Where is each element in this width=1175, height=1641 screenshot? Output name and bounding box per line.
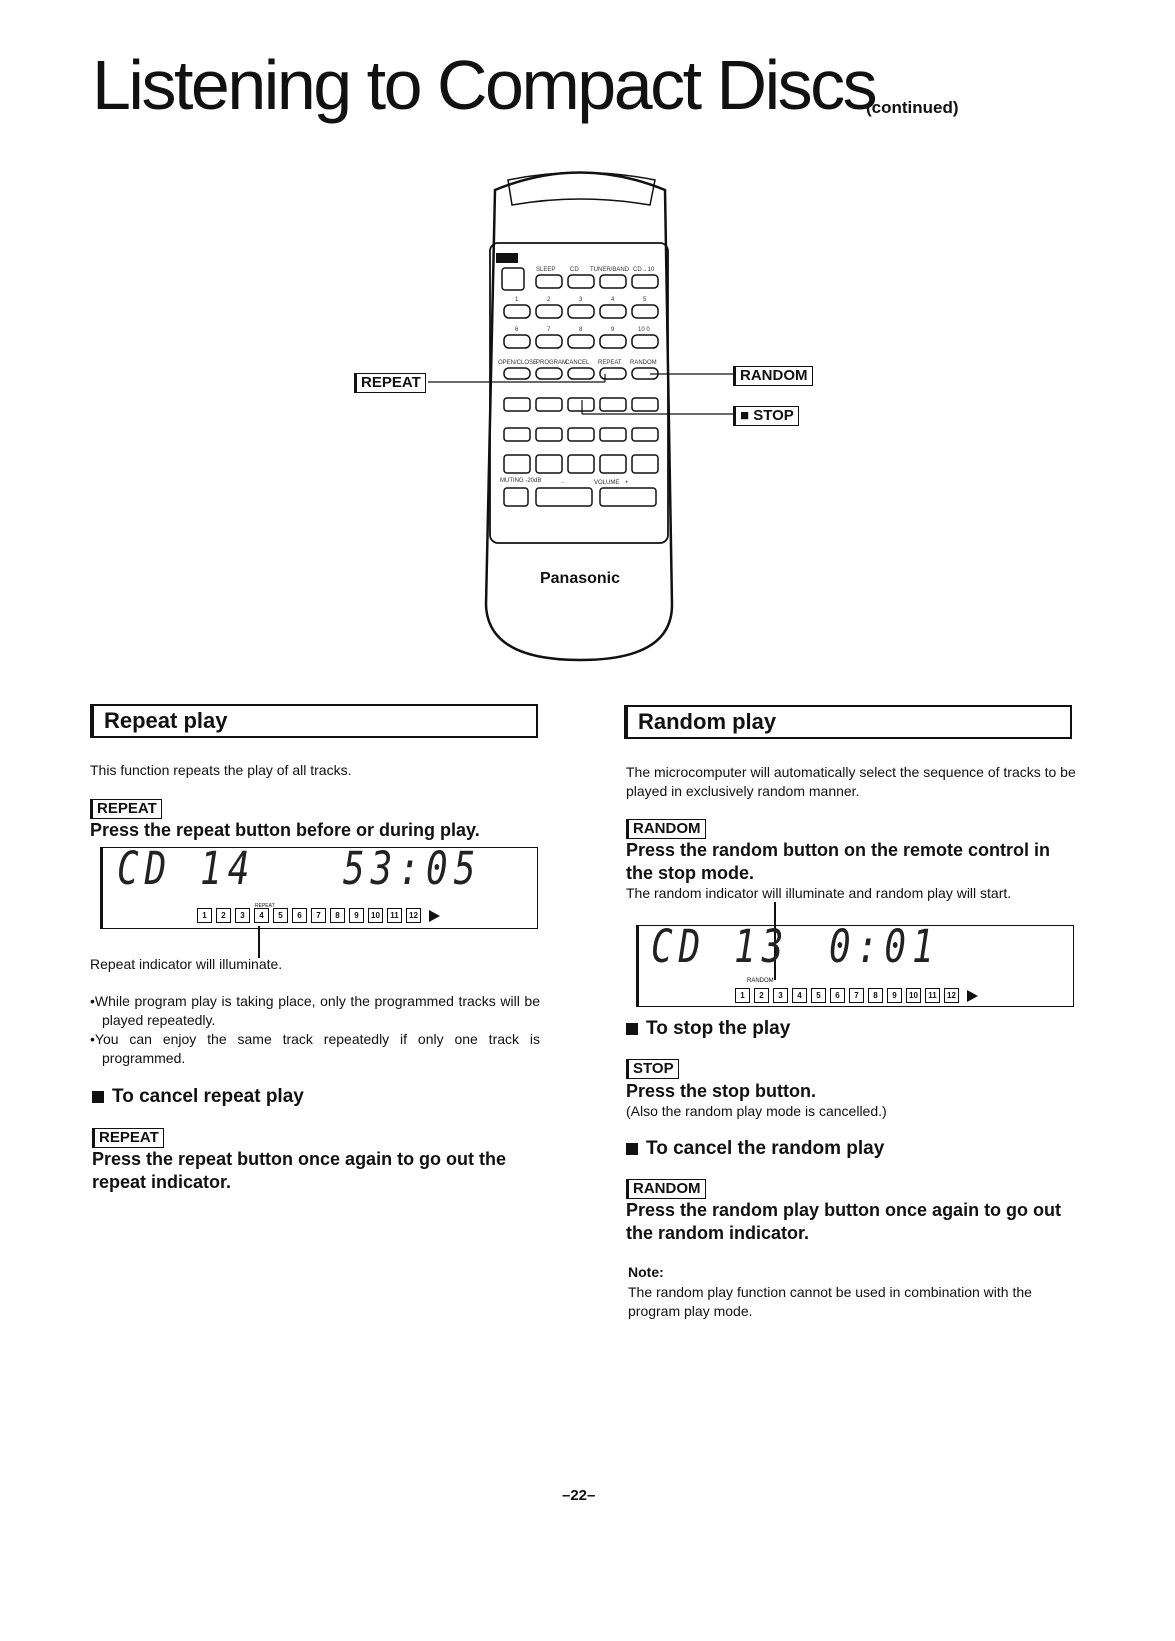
remote-label-9: 9 <box>611 327 615 333</box>
repeat-intro: This function repeats the play of all tracks. <box>90 762 352 778</box>
track-box: 3 <box>773 988 788 1003</box>
repeat-lcd-track: CD 14 <box>117 844 256 896</box>
play-icon <box>429 910 440 922</box>
square-bullet-icon <box>626 1143 638 1155</box>
remote-label-4: 4 <box>611 297 615 303</box>
repeat-callout-label: REPEAT <box>354 373 426 393</box>
remote-label-vol-plus: + <box>625 480 629 486</box>
remote-label-1: 1 <box>515 297 519 303</box>
repeat-tag: REPEAT <box>90 799 162 819</box>
track-box: 11 <box>925 988 940 1003</box>
random-tag: RANDOM <box>626 819 706 839</box>
note-text: The random play function cannot be used in combination with the program play mode. <box>628 1284 1032 1319</box>
track-box: 12 <box>944 988 959 1003</box>
remote-label-8: 8 <box>579 327 583 333</box>
random-instruction-note: The random indicator will illuminate and random play will start. <box>626 885 1012 901</box>
remote-label-repeat: REPEAT <box>598 360 622 366</box>
repeat-indicator-pointer <box>258 926 260 958</box>
random-stop-note: (Also the random play mode is cancelled.) <box>626 1103 887 1119</box>
remote-label-10: 10 0 <box>638 327 650 333</box>
bullet-text: You can enjoy the same track repeatedly if only one track is programmed. <box>94 1031 540 1066</box>
repeat-lcd-display <box>100 844 538 929</box>
track-box: 4 <box>792 988 807 1003</box>
repeat-instruction: Press the repeat button before or during play. <box>90 820 480 840</box>
track-box: 9 <box>887 988 902 1003</box>
repeat-lcd-time: 53:05 <box>343 844 482 896</box>
remote-label-3: 3 <box>579 297 583 303</box>
track-box: 10 <box>906 988 921 1003</box>
repeat-track-list <box>197 908 440 923</box>
remote-label-vol-minus: - <box>562 480 564 486</box>
remote-label-6: 6 <box>515 327 519 333</box>
random-track-list <box>735 988 978 1003</box>
square-bullet-icon <box>92 1091 104 1103</box>
remote-label-tuner: TUNER/BAND <box>590 267 630 273</box>
random-lcd-indicator: RANDOM <box>747 978 774 984</box>
track-box: 1 <box>197 908 212 923</box>
track-box: 2 <box>754 988 769 1003</box>
remote-label-program: PROGRAM <box>536 360 568 366</box>
play-icon <box>967 990 978 1002</box>
remote-label-cd10: CD→10 <box>633 267 655 273</box>
random-cancel-instruction: Press the random play button once again to go out the random indicator. <box>626 1200 1062 1243</box>
repeat-cancel-heading <box>92 1086 304 1108</box>
page-title: Listening to Compact Discs <box>92 46 876 124</box>
track-box: 5 <box>273 908 288 923</box>
random-callout-label: RANDOM <box>733 366 813 386</box>
repeat-cancel-heading-text: To cancel repeat play <box>112 1086 304 1107</box>
track-box: 4 <box>254 908 269 923</box>
random-stop-heading-text: To stop the play <box>646 1018 791 1039</box>
track-box: 7 <box>849 988 864 1003</box>
track-box: 5 <box>811 988 826 1003</box>
page-number: –22– <box>562 1487 596 1504</box>
track-box: 8 <box>330 908 345 923</box>
track-box: 3 <box>235 908 250 923</box>
track-box: 6 <box>830 988 845 1003</box>
track-box: 6 <box>292 908 307 923</box>
stop-callout-label: ■ STOP <box>733 406 799 426</box>
random-stop-heading <box>626 1018 790 1040</box>
random-instruction: Press the random button on the remote control in the stop mode. <box>626 840 1051 883</box>
page-subtitle: (continued) <box>866 98 959 117</box>
remote-label-cd: CD <box>570 267 579 273</box>
random-stop-tag: STOP <box>626 1059 679 1079</box>
repeat-lcd-indicator: REPEAT <box>255 903 275 909</box>
remote-label-random: RANDOM <box>630 360 657 366</box>
remote-power-indicator <box>496 253 518 263</box>
remote-label-muting: MUTING -20dB <box>500 478 542 484</box>
remote-label-7: 7 <box>547 327 551 333</box>
repeat-indicator-note: Repeat indicator will illuminate. <box>90 956 283 972</box>
track-box: 11 <box>387 908 402 923</box>
repeat-cancel-instruction: Press the repeat button once again to go out the repeat indicator. <box>92 1149 507 1192</box>
remote-label-5: 5 <box>643 297 647 303</box>
repeat-bullets <box>90 992 540 1068</box>
random-lcd-display <box>636 922 1074 1007</box>
remote-label-open-close: OPEN/CLOSE <box>498 360 538 366</box>
repeat-section-heading: Repeat play <box>90 704 538 738</box>
random-lcd-track: CD 13 <box>651 922 790 974</box>
track-box: 12 <box>406 908 421 923</box>
remote-label-volume: VOLUME <box>594 480 620 486</box>
track-box: 7 <box>311 908 326 923</box>
random-intro: The microcomputer will automatically select the sequence of tracks to be played in exclusively random manner. <box>626 764 1076 799</box>
track-box: 9 <box>349 908 364 923</box>
track-box: 10 <box>368 908 383 923</box>
random-cancel-heading <box>626 1138 884 1160</box>
bullet-item: •You can enjoy the same track repeatedly if only one track is programmed. <box>90 1031 540 1066</box>
random-cancel-heading-text: To cancel the random play <box>646 1138 885 1159</box>
track-box: 1 <box>735 988 750 1003</box>
random-lcd-time: 0:01 <box>829 922 940 974</box>
remote-label-cancel: CANCEL <box>565 360 590 366</box>
track-box: 8 <box>868 988 883 1003</box>
repeat-cancel-tag: REPEAT <box>92 1128 164 1148</box>
remote-label-sleep: SLEEP <box>536 267 556 273</box>
remote-label-2: 2 <box>547 297 551 303</box>
note-label: Note: <box>628 1264 664 1280</box>
remote-buttons <box>502 268 658 506</box>
random-section-heading: Random play <box>624 705 1072 739</box>
bullet-item: •While program play is taking place, only the programmed tracks will be played repeatedly. <box>90 993 540 1028</box>
track-box: 2 <box>216 908 231 923</box>
bullet-text: While program play is taking place, only the programmed tracks will be played repeatedly. <box>94 993 540 1028</box>
square-bullet-icon <box>626 1023 638 1035</box>
remote-brand: Panasonic <box>539 570 621 587</box>
random-stop-instruction: Press the stop button. <box>626 1081 817 1101</box>
random-cancel-tag: RANDOM <box>626 1179 706 1199</box>
